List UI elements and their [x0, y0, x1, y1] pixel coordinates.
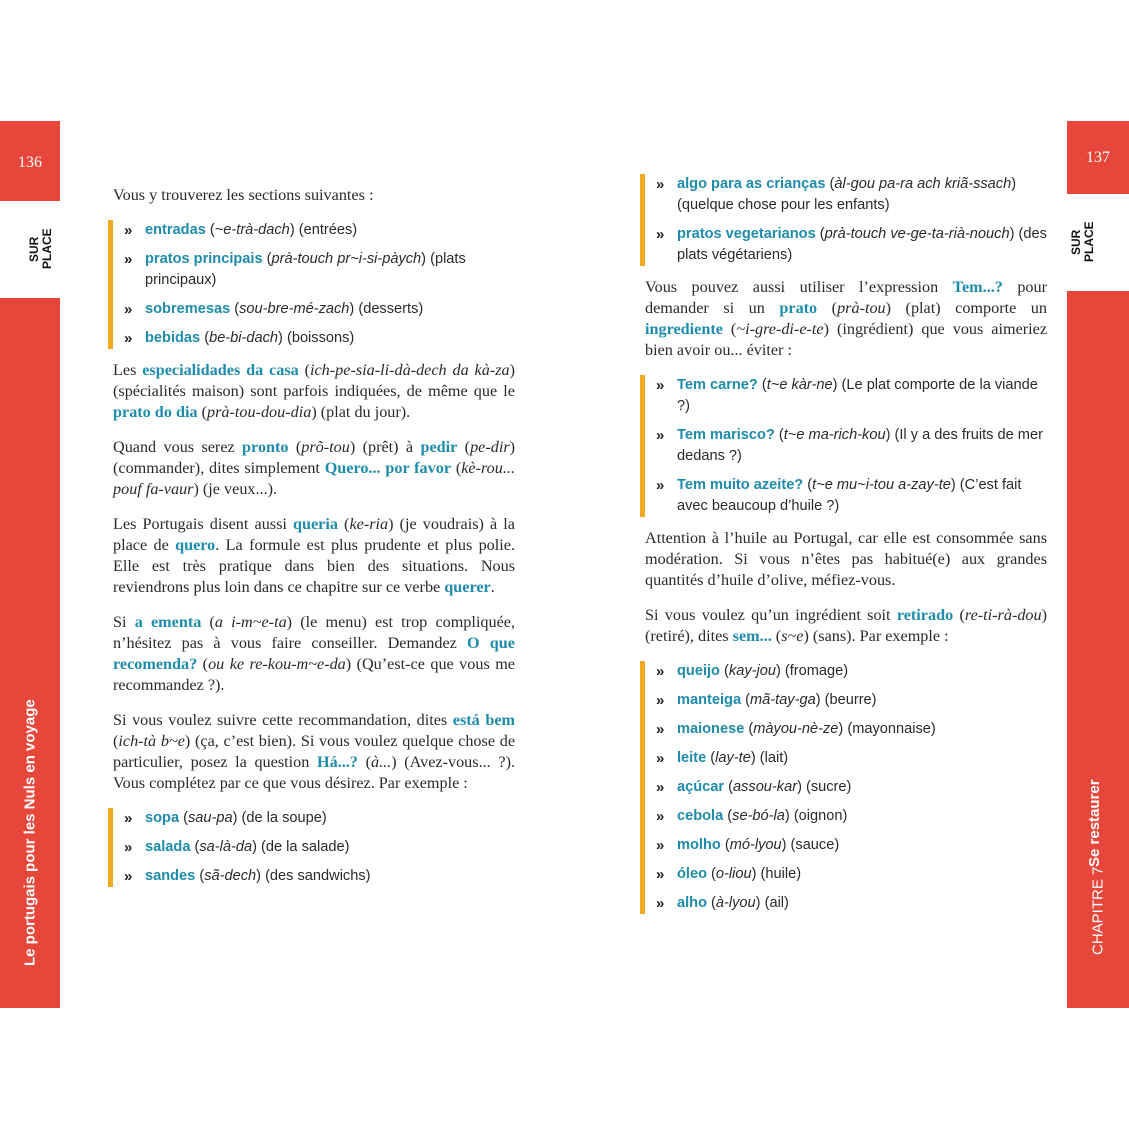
french-translation: (boissons)	[286, 330, 355, 346]
portuguese-term: maionese	[677, 721, 745, 737]
french-translation: (huile)	[760, 866, 802, 882]
double-chevron-icon: »	[656, 808, 665, 825]
vocab-item: » manteiga (mã-tay-ga) (beurre)	[656, 692, 877, 709]
portuguese-term: pratos vegetarianos	[677, 226, 816, 242]
vocab-item: » algo para as crianças (àl-gou pa-ra ach kriã-ssach) (quelque chose pour les enfants)	[656, 176, 1017, 213]
pronunciation: o-liou	[715, 866, 752, 882]
double-chevron-icon: »	[656, 750, 665, 767]
vocab-item: » óleo (o-liou) (huile)	[656, 866, 802, 883]
page-number-left: 136	[0, 121, 60, 201]
more-sections-list	[640, 174, 1047, 266]
french-translation: (plats principaux)	[145, 251, 466, 288]
french-translation: (quelque chose pour les enfants)	[677, 197, 890, 213]
double-chevron-icon: »	[124, 810, 133, 827]
vocab-item: » Tem marisco? (t~e ma-rich-kou) (Il y a des fruits de mer dedans ?)	[656, 427, 1043, 464]
paragraph-sem: Si vous voulez qu’un ingrédient soit retirado (re-ti-rà-dou) (retiré), dites sem... (s~e) (sans). Par exemple :	[645, 606, 1048, 645]
pronunciation: à-lyou	[715, 895, 756, 911]
pronunciation: t~e mu~i-tou a-zay-te	[812, 477, 951, 493]
vocab-item: » alho (à-lyou) (ail)	[656, 895, 789, 912]
french-translation: (sucre)	[805, 779, 852, 795]
vocab-item: » sopa (sau-pa) (de la soupe)	[124, 810, 327, 827]
portuguese-term: salada	[145, 839, 191, 855]
french-translation: (ail)	[764, 895, 789, 911]
paragraph-recommendation: Si vous voulez suivre cette recommandation, dites está bem (ich-tà b~e) (ça, c’est bien). Si vous voulez quelque chose de particulier, posez la question Há...? (à...) (Avez-vous... ?). Vous complétez par ce que vous désirez. Par exemple :	[113, 711, 516, 792]
right-page-text	[645, 174, 1047, 925]
vocab-item: » entradas (~e-trà-dach) (entrées)	[124, 222, 358, 239]
paragraph-tem: Vous pouvez aussi utiliser l’expression Tem...? pour demander si un prato (prà-tou) (plat) comporte un ingrediente (~i-gre-di-e-te) (ingrédient) que vous aimeriez bien avoir ou... éviter :	[645, 278, 1048, 359]
pronunciation: se-bó-la	[732, 808, 785, 824]
chapter-heading: CHAPITRE 7 Se restaurer	[1086, 779, 1107, 955]
portuguese-term: entradas	[145, 222, 206, 238]
french-translation: (Le plat comporte de la viande ?)	[677, 377, 1038, 414]
page-number-right: 137	[1067, 121, 1129, 194]
pronunciation: mã-tay-ga	[750, 692, 816, 708]
french-translation: (entrées)	[298, 222, 358, 238]
portuguese-term: queijo	[677, 663, 720, 679]
portuguese-term: alho	[677, 895, 707, 911]
double-chevron-icon: »	[656, 837, 665, 854]
tem-questions-list	[640, 375, 1047, 517]
section-tab-left: SUR PLACE	[27, 228, 54, 269]
double-chevron-icon: »	[124, 330, 133, 347]
paragraph-menu: Si a ementa (a i-m~e-ta) (le menu) est trop compliquée, n’hésitez pas à vous faire conseiller. Demandez O que recomenda? (ou ke re-kou-m~e-da) (Qu’est-ce que vous me recommandez ?).	[113, 613, 516, 694]
portuguese-term: sobremesas	[145, 301, 231, 317]
french-translation: (des plats végétariens)	[677, 226, 1047, 263]
french-translation: (sauce)	[790, 837, 840, 853]
intro-paragraph: Vous y trouverez les sections suivantes :	[113, 186, 374, 204]
double-chevron-icon: »	[656, 721, 665, 738]
pronunciation: àl-gou pa-ra ach kriã-ssach	[834, 176, 1012, 192]
paragraph-specialities: Les especialidades da casa (ich-pe-sia-li-dà-dech da kà-za) (spécialités maison) sont parfois indiquées, de même que le prato do dia (prà-tou-dou-dia) (plat du jour).	[113, 361, 515, 421]
vocab-item: » salada (sa-là-da) (de la salade)	[124, 839, 350, 856]
pronunciation: sã-dech	[204, 868, 257, 884]
paragraph-ordering: Quand vous serez pronto (prõ-tou) (prêt) à pedir (pe-dir) (commander), dites simplement Quero... por favor (kè-rou... pouf fa-vaur) (je veux...).	[113, 438, 516, 498]
double-chevron-icon: »	[656, 895, 665, 912]
pronunciation: kay-jou	[728, 663, 776, 679]
portuguese-term: Tem marisco?	[677, 427, 775, 443]
portuguese-term: Tem muito azeite?	[677, 477, 804, 493]
book-title: Le portugais pour les Nuls en voyage	[21, 699, 39, 966]
vocab-item: » Tem muito azeite? (t~e mu~i-tou a-zay-te) (C’est fait avec beaucoup d’huile ?)	[656, 477, 1022, 514]
french-translation: (mayonnaise)	[847, 721, 936, 737]
pronunciation: t~e ma-rich-kou	[783, 427, 886, 443]
vocab-item: » sobremesas (sou-bre-mé-zach) (desserts)	[124, 301, 424, 318]
portuguese-term: sandes	[145, 868, 196, 884]
double-chevron-icon: »	[656, 226, 665, 243]
portuguese-term: algo para as crianças	[677, 176, 826, 192]
vocab-item: » queijo (kay-jou) (fromage)	[656, 663, 849, 680]
portuguese-term: açúcar	[677, 779, 725, 795]
double-chevron-icon: »	[124, 868, 133, 885]
vocab-item: » pratos principais (prà-touch pr~i-si-pàych) (plats principaux)	[124, 251, 466, 288]
vocab-item: » maionese (màyou-nè-ze) (mayonnaise)	[656, 721, 936, 738]
pronunciation: sou-bre-mé-zach	[239, 301, 350, 317]
vocab-item: » cebola (se-bó-la) (oignon)	[656, 808, 848, 825]
double-chevron-icon: »	[656, 663, 665, 680]
pronunciation: lay-te	[715, 750, 751, 766]
ingredients-list	[640, 661, 1047, 914]
pronunciation: sa-là-da	[199, 839, 253, 855]
double-chevron-icon: »	[656, 779, 665, 796]
french-translation: (des sandwichs)	[265, 868, 371, 884]
pronunciation: ~e-trà-dach	[214, 222, 290, 238]
french-translation: (lait)	[759, 750, 789, 766]
pronunciation: mó-lyou	[729, 837, 782, 853]
double-chevron-icon: »	[124, 251, 133, 268]
french-translation: (oignon)	[793, 808, 848, 824]
paragraph-queria: Les Portugais disent aussi queria (ke-ria) (je voudrais) à la place de quero. La formule est plus prudente et plus polie. Elle est très pratique dans bien des situations. Nous reviendrons plus loin dans ce chapitre sur ce verbe querer.	[113, 515, 515, 596]
paragraph-oil-warning: Attention à l’huile au Portugal, car elle est consommée sans modération. Si vous n’êtes pas habitué(e) aux grandes quantités d’huile d’olive, méfiez-vous.	[645, 529, 1047, 589]
double-chevron-icon: »	[124, 839, 133, 856]
pronunciation: sau-pa	[187, 810, 233, 826]
portuguese-term: bebidas	[145, 330, 201, 346]
portuguese-term: Tem carne?	[677, 377, 758, 393]
double-chevron-icon: »	[124, 222, 133, 239]
double-chevron-icon: »	[656, 477, 665, 494]
vocab-item: » molho (mó-lyou) (sauce)	[656, 837, 840, 854]
double-chevron-icon: »	[656, 427, 665, 444]
vocab-item: » leite (lay-te) (lait)	[656, 750, 789, 767]
vocab-item: » sandes (sã-dech) (des sandwichs)	[124, 868, 371, 885]
pronunciation: prà-touch pr~i-si-pàych	[271, 251, 422, 267]
french-translation: (desserts)	[358, 301, 424, 317]
double-chevron-icon: »	[656, 866, 665, 883]
french-translation: (C’est fait avec beaucoup d’huile ?)	[677, 477, 1022, 514]
french-translation: (fromage)	[784, 663, 849, 679]
vocab-item: » Tem carne? (t~e kàr-ne) (Le plat comporte de la viande ?)	[656, 377, 1038, 414]
double-chevron-icon: »	[124, 301, 133, 318]
portuguese-term: óleo	[677, 866, 707, 882]
vocab-item: » açúcar (assou-kar) (sucre)	[656, 779, 852, 796]
left-page-text	[113, 185, 515, 898]
portuguese-term: molho	[677, 837, 721, 853]
portuguese-term: leite	[677, 750, 707, 766]
french-translation: (Il y a des fruits de mer dedans ?)	[677, 427, 1043, 464]
vocab-item: » pratos vegetarianos (prà-touch ve-ge-ta-rià-nouch) (des plats végétariens)	[656, 226, 1047, 263]
pronunciation: t~e kàr-ne	[766, 377, 833, 393]
menu-sections-list	[108, 220, 515, 349]
pronunciation: be-bi-dach	[209, 330, 279, 346]
french-translation: (beurre)	[824, 692, 877, 708]
pronunciation: prà-touch ve-ge-ta-rià-nouch	[824, 226, 1010, 242]
vocab-item: » bebidas (be-bi-dach) (boissons)	[124, 330, 355, 347]
portuguese-term: sopa	[145, 810, 180, 826]
portuguese-term: pratos principais	[145, 251, 263, 267]
pronunciation: assou-kar	[732, 779, 798, 795]
double-chevron-icon: »	[656, 377, 665, 394]
french-translation: (de la soupe)	[241, 810, 327, 826]
pronunciation: màyou-nè-ze	[753, 721, 839, 737]
portuguese-term: manteiga	[677, 692, 742, 708]
double-chevron-icon: »	[656, 176, 665, 193]
portuguese-term: cebola	[677, 808, 724, 824]
double-chevron-icon: »	[656, 692, 665, 709]
example-dishes-list	[108, 808, 515, 887]
french-translation: (de la salade)	[261, 839, 350, 855]
section-tab-right: SUR PLACE	[1069, 221, 1096, 262]
